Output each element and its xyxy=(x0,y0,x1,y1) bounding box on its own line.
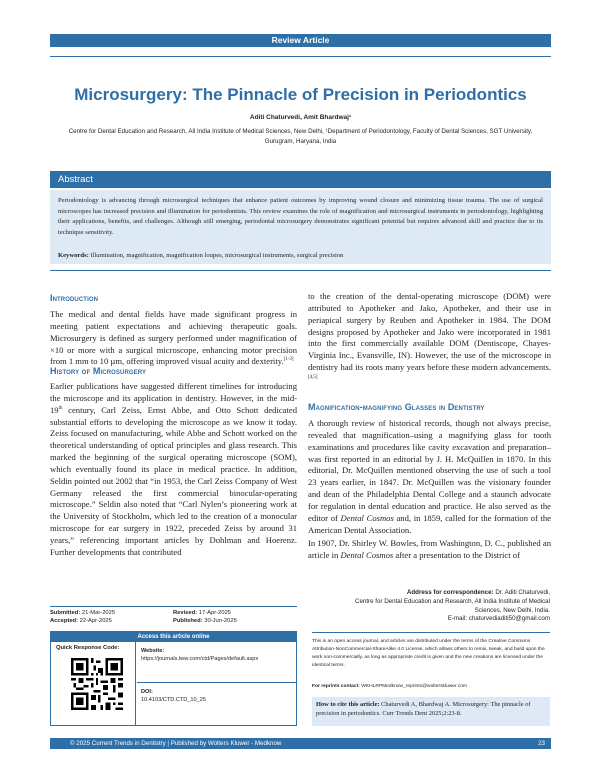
abstract-divider xyxy=(50,270,551,271)
reprints-email[interactable]: WKHLRPMedknow_reprints@wolterskluwer.com xyxy=(361,684,467,689)
abstract-text: Periodontology is advancing through microsurgical techniques that enhance patient outcomes by improving wound closure and minimizing tissue trauma. The use of surgical microscopes has increased precision and illumination for periodontists. This review examines the role of magnification and microsurgical instruments in periodontology, highlighting their applications, benefits, and challenges. Although still emerging, periodontal microsurgery demonstrates significant potential but requires advanced skill and practice due to its technique sensitivity. xyxy=(58,197,543,236)
website-link[interactable]: https://journals.lww.com/ctd/Pages/default.aspx xyxy=(141,656,259,662)
history-continued-text: to the creation of the dental-operating microscope (DOM) were attributed to Apotheker and Jako, Apotheker, and their use in periapical surgery by Reuben and Apotheker in 1984. The DOM designs proposed by Apotheker and Jako were incorporated in 1981 into the first commercially available DOM (Dentiscope, Chayes-Virginia Inc., Evansville, IN). However, the use of the microscope in dentistry had its roots many years before these modern advancements.[4,5] xyxy=(308,291,551,381)
website-label: Website: xyxy=(141,648,165,654)
qr-code-icon[interactable] xyxy=(71,658,123,710)
abstract-heading: Abstract xyxy=(50,171,551,188)
article-type-banner: Review Article xyxy=(50,34,551,47)
reprints-contact: For reprints contact: WKHLRPMedknow_reprints@wolterskluwer.com xyxy=(312,684,467,689)
glasses-text: A thorough review of historical records, though not always precise, revealed that magnification–using a magnifying glass for tooth examinations and procedures like cavity excavation and preparation–was first reported in an editorial by J. H. McQuillen in 1870. In this editorial, Dr. McQuillen mentioned observing the use of such a tool 23 years earlier, in 1847. Dr. McQuillen was the visionary founder and dean of the Philadelphia Dental College and a staunch advocate for regulation in dental education and practice. He also served as the editor of Dental Cosmos and, in 1859, called for the formation of the American Dental Association. In 1907, Dr. Shirley W. Bowles, from Washington, D. C., published an article in Dental Cosmos after a presentation to the District of xyxy=(308,418,551,561)
article-dates: Submitted: 21-Mar-2025 Revised: 17-Apr-2025 Accepted: 22-Apr-2025 Published: 30-Jun-2025 xyxy=(50,606,297,625)
introduction-text: The medical and dental fields have made significant progress in meeting patient expectations and achieving therapeutic goals. Microsurgery is defined as surgery performed under magnification of ×10 or more with a surgical microscope, enhancing motor precision from 1 mm to 10 µm, offering improved visual acuity and dexterity.[1-3] xyxy=(50,309,297,367)
website-row xyxy=(137,642,296,683)
history-heading: History of Microsurgery xyxy=(50,366,147,376)
access-heading: Access this article online xyxy=(51,632,296,642)
page-footer xyxy=(50,738,551,749)
article-links xyxy=(137,642,296,725)
correspondence-email[interactable]: E-mail: chaturvediaditi50@gmail.com xyxy=(447,615,550,623)
article-title: Microsurgery: The Pinnacle of Precision in Periodontics xyxy=(74,85,527,104)
top-divider xyxy=(50,56,551,57)
correspondence-block: Address for correspondence: Dr. Aditi Chaturvedi, Centre for Dental Education and Research, All India Institute of Medical Sciences, New Delhi, India. E-mail: chaturvediaditi50@gmail.com xyxy=(312,589,550,624)
keywords-label: Keywords: xyxy=(58,252,89,259)
doi-label: DOI: xyxy=(141,689,153,695)
citation-box xyxy=(312,697,550,726)
author-list: Aditi Chaturvedi, Amit Bhardwaj¹ xyxy=(249,114,352,121)
citation-text: Chaturvedi A, Bhardwaj A. Microsurgery: The pinnacle of precision in periodontics. Curr Trends Dent 2025;2:23-8. xyxy=(316,701,531,717)
keywords-text: Illumination, magnification, magnification loupes, microsurgical instruments, surgical precision xyxy=(90,252,344,259)
access-box xyxy=(50,631,297,726)
citation-label: How to cite this article: xyxy=(316,701,380,708)
introduction-heading: Introduction xyxy=(50,293,99,303)
doi-link[interactable]: 10.4103/CTD.CTD_10_25 xyxy=(141,697,206,703)
correspondence-divider xyxy=(312,632,550,633)
glasses-heading: Magnification-magnifying Glasses in Dentistry xyxy=(308,402,485,412)
page-number: 23 xyxy=(538,740,545,747)
doi-row xyxy=(137,683,296,724)
keywords xyxy=(58,252,343,259)
history-text: Earlier publications have suggested different timelines for introducing the microscope and its application in dentistry. However, in the mid-19th century, Carl Zeiss, Ernst Abbe, and Otto Schott dedicated substantial efforts to developing the microscope as we know it today. Zeiss focused on manufacturing, while Abbe and Schott worked on the theoretical understanding of optical principles and glass research. This marked the beginning of the surgical operating microscope (SOM), which eventually found its place in medical practice. In addition, Seldin pointed out 2002 that “in 1953, the Carl Zeiss Company of West Germany released the first commercial binocular-operating microscope.” Seldin also noted that “Carl Nylen’s pioneering work at the University of Stockholm, which led to the creation of a monocular microscope for ear surgery in 1922, preceded Zeiss by around 31 years,” referencing important articles by Dohlman and Hoerenz. Further developments that contributed xyxy=(50,381,297,557)
affiliation: Centre for Dental Education and Research, All India Institute of Medical Sciences, New Delhi, ¹Department of Periodontology, Faculty of Dental Sciences, SGT University, Gurugram, Haryana, India xyxy=(68,128,533,145)
qr-label: Quick Response Code: xyxy=(56,645,120,651)
license-text: This is an open access journal, and articles are distributed under the terms of the Creative Commons Attribution-NonCommercial-ShareAlike 4.0 License, which allows others to remix, tweak, and build upon the work non-commercially, as long as appropriate credit is given and the new creations are licensed under the identical terms. xyxy=(312,639,545,668)
footer-copyright: © 2025 Current Trends in Dentistry | Published by Wolters Kluwer - Medknow xyxy=(70,740,282,747)
qr-panel xyxy=(51,642,136,725)
